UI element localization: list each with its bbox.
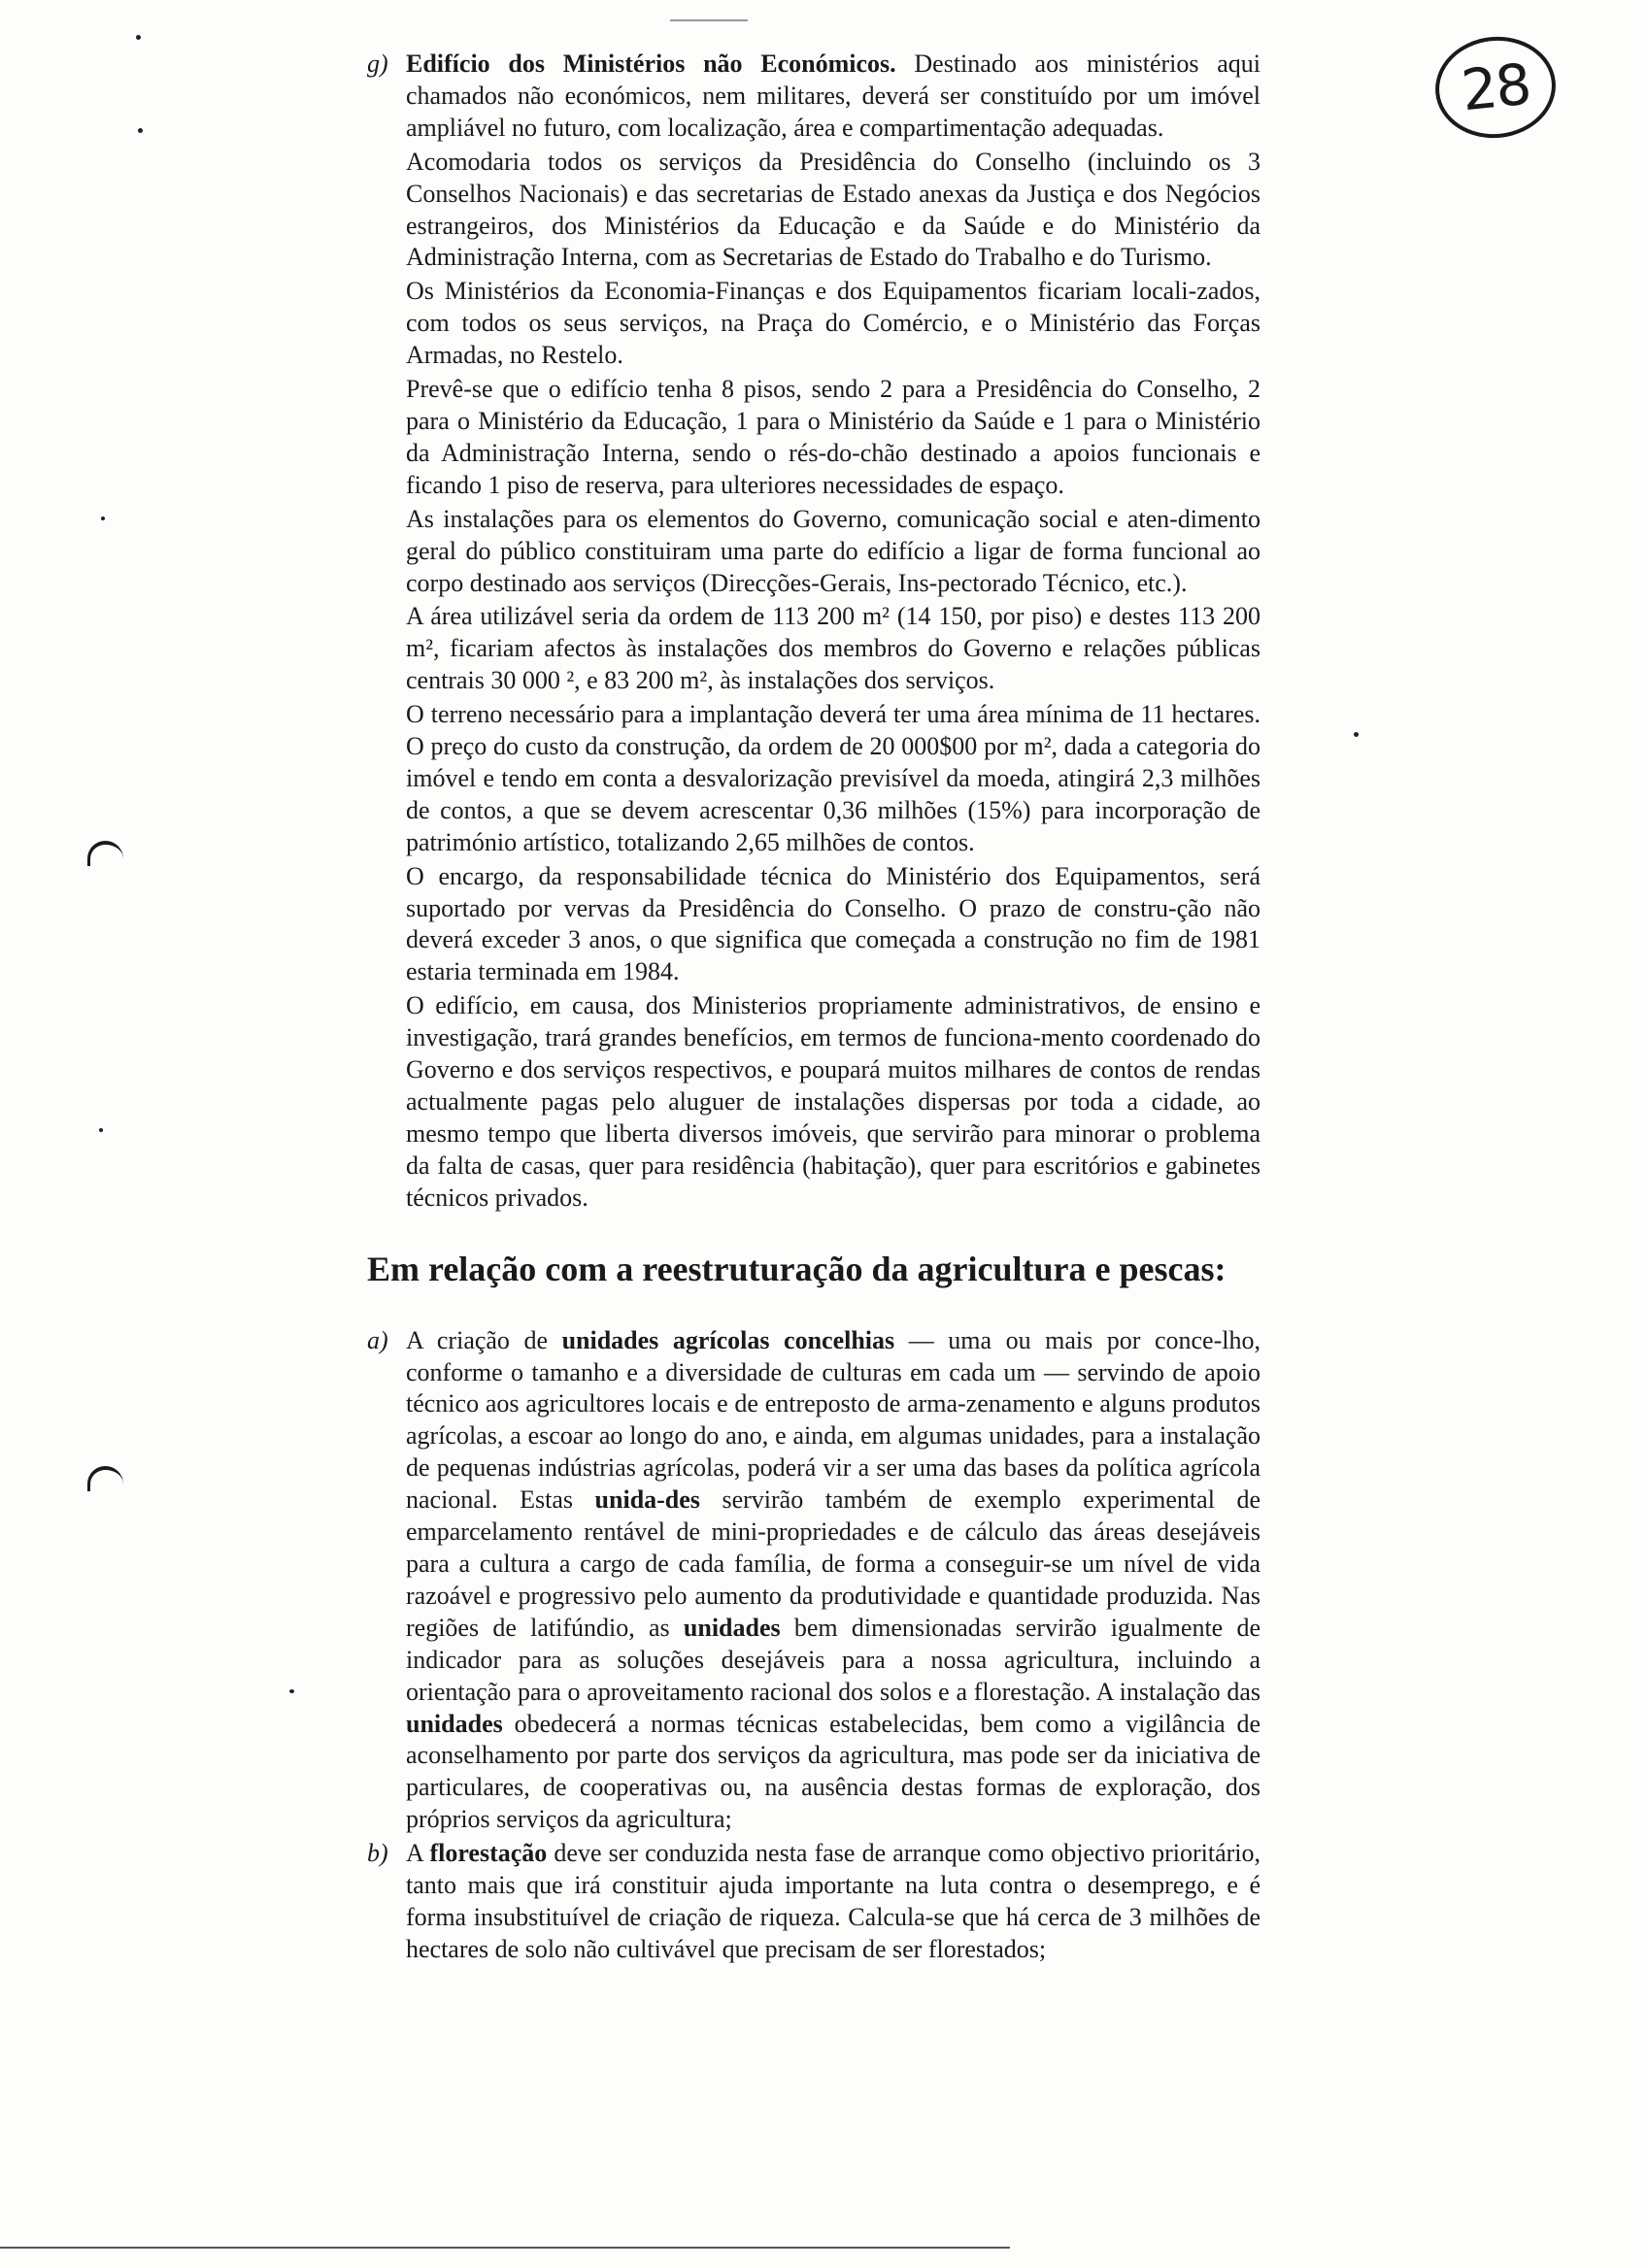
bold-run: florestação (429, 1839, 548, 1868)
page-bottom-rule (0, 2247, 1010, 2249)
item-marker: a) (367, 1325, 388, 1354)
paragraph: As instalações para os elementos do Governo, comunicação social e aten-dimento geral do público constituiram uma parte do edifício a ligar de forma funcional ao corpo destinado aos serviços (Direcções-Gerais, Ins-pectorado Técnico, etc.). (406, 504, 1260, 597)
text-run: A criação de (406, 1325, 562, 1354)
paragraph: Os Ministérios da Economia-Finanças e dos Equipamentos ficariam locali-zados, com todos os seus serviços, na Praça do Comércio, e o Ministério das Forças Armadas, no Restelo. (406, 277, 1260, 370)
scan-speck (101, 517, 105, 520)
bold-run: unidades (406, 1709, 503, 1738)
paragraph: O terreno necessário para a implantação deverá ter uma área mínima de 11 hectares. O preço do custo da construção, da ordem de 20 000$00 por m², dada a categoria do imóvel e tendo em conta a desvalorização previsível da moeda, atingirá 2,3 milhões de contos, a que se devem acrescentar 0,36 milhões (15%) para incorporação de património artístico, totalizando 2,65 milhões de contos. (406, 700, 1260, 856)
scan-speck (289, 1689, 294, 1693)
scan-mark (87, 841, 123, 866)
page-number-stamp: 28 (1430, 31, 1561, 144)
bold-run: unidades (683, 1613, 781, 1642)
scan-speck (138, 128, 143, 133)
paragraph: O encargo, da responsabilidade técnica do Ministério dos Equipamentos, será suportado por vervas da Presidência do Conselho. O prazo de constru-ção não deverá exceder 3 anos, o que significa que começada a construção no fim de 1981 estaria terminada em 1984. (406, 861, 1260, 986)
paragraph: A área utilizável seria da ordem de 113 200 m² (14 150, por piso) e destes 113 200 m², ficariam afectos às instalações dos membros do Governo e relações públicas centrais 30 000 ², e 83 200 m², às instalações dos serviços. (406, 602, 1260, 695)
item-b (367, 1838, 1261, 1966)
scan-mark (87, 1466, 123, 1491)
scan-speck (99, 1128, 103, 1132)
item-marker: b) (367, 1839, 388, 1868)
paragraph: Prevê-se que o edifício tenha 8 pisos, sendo 2 para a Presidência do Conselho, 2 para o Ministério da Educação, 1 para o Ministério da Saúde e 1 para o Ministério da Administração Interna, sendo o rés-do-chão destinado a apoios funcionais e ficando 1 piso de reserva, para ulteriores necessidades de espaço. (406, 375, 1260, 499)
paragraph: Acomodaria todos os serviços da Presidência do Conselho (incluindo os 3 Conselhos Nacionais) e das secretarias de Estado anexas da Justiça e dos Negócios estrangeiros, dos Ministérios da Educação e da Saúde e do Ministério da Administração Interna, com as Secretarias de Estado do Trabalho e do Turismo. (406, 147, 1260, 272)
text-run: — uma ou mais por conce-lho, conforme o tamanho e a diversidade de culturas em cada um — servindo de apoio técnico aos agricultores locais e de entreposto de arma-zenamento e alguns produtos agrícolas, a escoar ao longo do ano, e ainda, em algumas unidades, para a instalação de pequenas indústrias agrícolas, poderá vir a ser uma das bases da política agrícola nacional. Estas (406, 1325, 1260, 1515)
main-column (367, 49, 1260, 1968)
bold-run: unida-des (594, 1485, 700, 1515)
text-run: servirão também de exemplo experimental de emparcelamento rentável de mini-propriedades e de cálculo das áreas desejáveis para a cultura a cargo de cada família, de forma a conseguir-se um nível de vida razoável e progressivo pelo aumento da produtividade e quantidade produzida. Nas regiões de latifúndio, as (406, 1485, 1261, 1642)
text-run: bem dimensionadas servirão igualmente de indicador para as soluções desejáveis para a nossa agricultura, incluindo a orientação para o aproveitamento racional dos solos e a florestação. A instalação das (406, 1613, 1261, 1706)
item-g (367, 49, 1260, 145)
text-run: obedecerá a normas técnicas estabelecidas, bem como a vigilância de aconselhamento por parte dos serviços da agricultura, mas pode ser da iniciativa de particulares, de cooperativas ou, na ausência destas formas de exploração, dos próprios serviços da agricultura; (406, 1709, 1260, 1834)
item-g-lead: Edifício dos Ministérios não Económicos. (406, 50, 896, 78)
item-marker: g) (367, 50, 388, 78)
text-run: A (406, 1839, 430, 1868)
section-heading: Em relação com a reestruturação da agricultura e pescas: (367, 1249, 1227, 1288)
scan-speck (136, 35, 141, 40)
text-run: deve ser conduzida nesta fase de arranque como objectivo prioritário, tanto mais que irá constituir ajuda importante na luta contra o desemprego, e é forma insubstituível de criação de riqueza. Calcula-se que há cerca de 3 milhões de hectares de solo não cultivável que precisam de ser florestados; (406, 1839, 1261, 1963)
scan-speck (1354, 732, 1359, 737)
bold-run: unidades agrícolas concelhias (561, 1325, 895, 1354)
item-a (367, 1325, 1261, 1837)
item-g-text: Destinado aos ministérios aqui chamados não económicos, nem militares, deverá ser constituído por um imóvel ampliável no futuro, com localização, área e compartimentação adequadas. (406, 50, 1260, 142)
scan-mark (670, 19, 748, 21)
paragraph: O edifício, em causa, dos Ministerios propriamente administrativos, de ensino e investigação, trará grandes benefícios, em termos de funciona-mento coordenado do Governo e dos serviços respectivos, e poupará muitos milhares de contos de rendas actualmente pagas pelo aluguer de instalações dispersas por toda a cidade, ao mesmo tempo que liberta diversos imóveis, que servirão para minorar o problema da falta de casas, quer para residência (habitação), quer para escritórios e gabinetes técnicos privados. (406, 991, 1260, 1212)
